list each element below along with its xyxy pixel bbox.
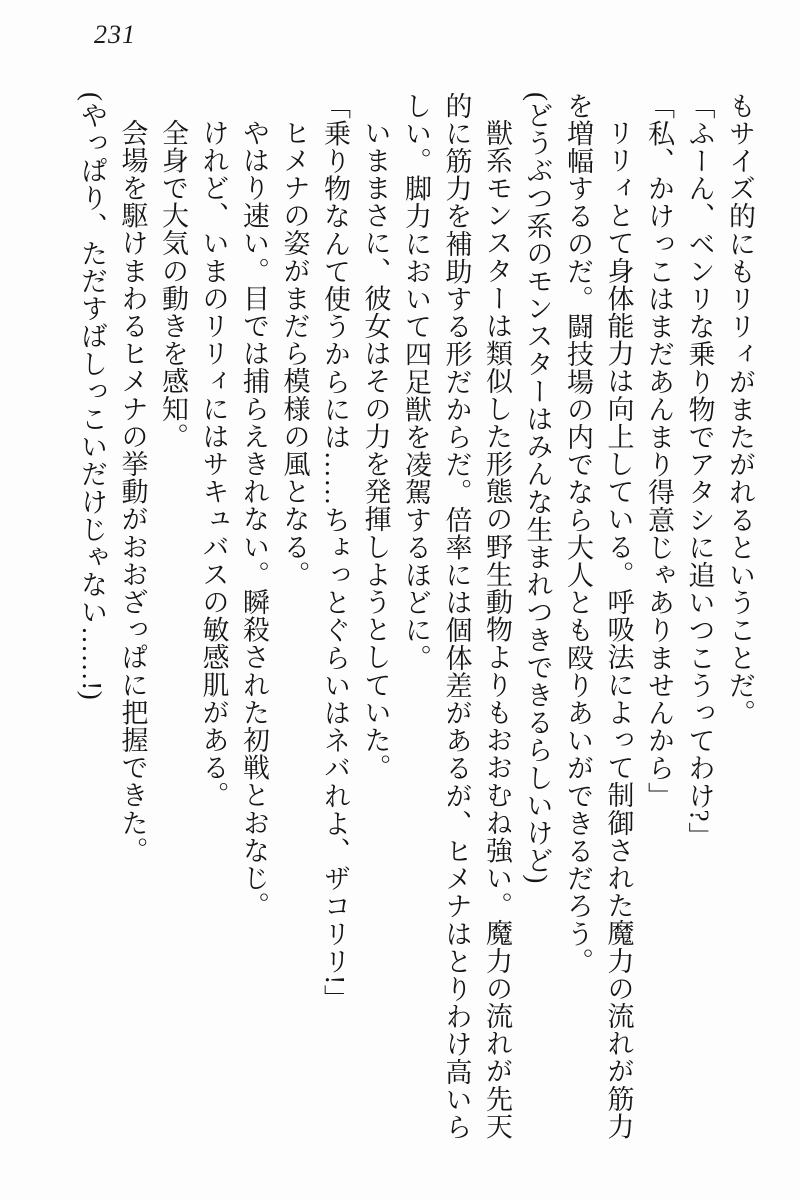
page-number: 231: [94, 20, 136, 49]
text-line: いままさに、彼女はその力を発揮しようとしていた。: [360, 119, 391, 782]
text-line: やはり速い。目では捕らえきれない。瞬殺された初戦とおなじ。: [239, 119, 269, 920]
text-line: 「ふーん、ベンリな乗り物でアタシに追いつこうってわけ?」: [684, 92, 715, 850]
text-line: (どうぶつ系のモンスターはみんな生まれつきできるらしいけど): [522, 92, 553, 884]
text-line: しい。脚力において四足獣を凌駕するほどに。: [401, 92, 431, 672]
text-line: もサイズ的にもリリィがまたがれるということだ。: [725, 92, 755, 727]
text-line: 的に筋力を補助する形だからだ。倍率には個体差があるが、ヒメナはとりわけ高いら: [441, 92, 472, 1141]
text-line: を増幅するのだ。闘技場の内でなら大人とも殴りあいができるだろう。: [563, 92, 593, 976]
text-line: 「乗り物なんて使うからには……ちょっとぐらいはネバれよ、ザコリリ!」: [320, 92, 350, 1013]
text-line: 会場を駆けまわるヒメナの挙動がおおざっぱに把握できた。: [117, 119, 148, 865]
body-text: [72, 92, 761, 1172]
text-line: 「私、かけっこはまだあんまり得意じゃありませんから」: [644, 92, 674, 810]
text-line: 全身で大気の動きを感知。: [158, 119, 188, 451]
text-line: ヒメナの姿がまだら模様の風となる。: [279, 119, 310, 589]
text-line: けれど、いまのリリィにはサキュバスの敏感肌がある。: [198, 119, 229, 809]
text-line: 獣系モンスターは類似した形態の野生動物よりもおおむね強い。魔力の流れが先天: [482, 119, 512, 1141]
text-line: リリィとて身体能力は向上している。呼吸法によって制御された魔力の流れが筋力: [603, 119, 634, 1141]
text-line: (やっぱり、ただすばしっこいだけじゃない……!): [77, 92, 107, 701]
